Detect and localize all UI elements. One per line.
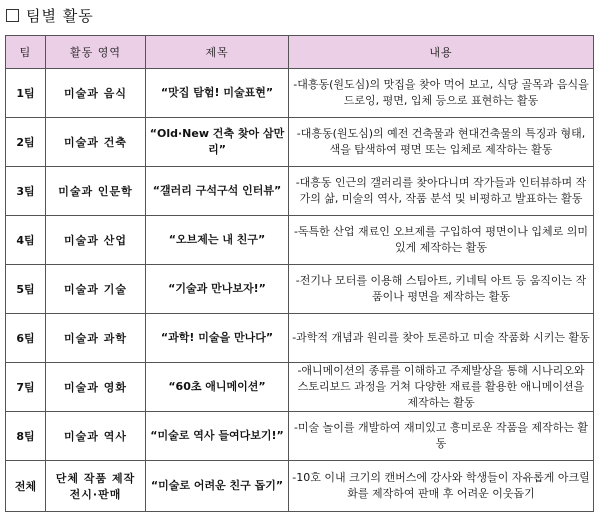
area-cell: 미술과 역사 xyxy=(46,412,146,461)
team-cell: 7팀 xyxy=(6,363,46,412)
section-heading xyxy=(6,3,94,27)
section-title: 팀별 활동 xyxy=(26,6,94,25)
team-cell: 6팀 xyxy=(6,314,46,363)
content-cell: -대흥동(원도심)의 예전 건축물과 현대건축물의 특징과 형태, 색을 탐색하여 평면 또는 입체로 제작하는 활동 xyxy=(289,118,594,167)
header-area: 활동 영역 xyxy=(46,36,146,69)
title-cell: “기술과 만나보자!” xyxy=(146,265,289,314)
area-cell: 미술과 음식 xyxy=(46,69,146,118)
team-cell: 4팀 xyxy=(6,216,46,265)
title-cell: “60초 애니메이션” xyxy=(146,363,289,412)
header-content: 내용 xyxy=(289,36,594,69)
header-team: 팀 xyxy=(6,36,46,69)
content-cell: -독특한 산업 재료인 오브제를 구입하여 평면이나 입체로 의미 있게 제작하는 활동 xyxy=(289,216,594,265)
table-row xyxy=(6,69,594,118)
table-row xyxy=(6,167,594,216)
area-cell: 미술과 과학 xyxy=(46,314,146,363)
title-cell: “과학! 미술을 만나다” xyxy=(146,314,289,363)
content-cell: -전기나 모터를 이용해 스팀아트, 키네틱 아트 등 움직이는 작품이나 평면을 제작하는 활동 xyxy=(289,265,594,314)
table-header-row xyxy=(6,36,594,69)
table-row xyxy=(6,412,594,461)
team-cell: 2팀 xyxy=(6,118,46,167)
content-cell: -대흥동(원도심)의 맛집을 찾아 먹어 보고, 식당 골목과 음식을 드로잉, 평면, 입체 등으로 표현하는 활동 xyxy=(289,69,594,118)
table-row xyxy=(6,118,594,167)
table-row xyxy=(6,314,594,363)
header-title: 제목 xyxy=(146,36,289,69)
area-cell: 미술과 영화 xyxy=(46,363,146,412)
content-cell: -대흥동 인근의 갤러리를 찾아다니며 작가들과 인터뷰하며 작가의 삶, 미술의 역사, 작품 분석 및 비평하고 발표하는 활동 xyxy=(289,167,594,216)
team-cell: 3팀 xyxy=(6,167,46,216)
title-cell: “미술로 어려운 친구 돕기” xyxy=(146,461,289,512)
area-cell: 미술과 기술 xyxy=(46,265,146,314)
title-cell: “맛집 탐험! 미술표현” xyxy=(146,69,289,118)
team-cell: 1팀 xyxy=(6,69,46,118)
content-cell: -미술 놀이를 개발하여 재미있고 흥미로운 작품을 제작하는 활동 xyxy=(289,412,594,461)
table-row xyxy=(6,265,594,314)
area-cell: 미술과 인문학 xyxy=(46,167,146,216)
area-cell: 단체 작품 제작 전시·판매 xyxy=(46,461,146,512)
title-cell: “갤러리 구석구석 인터뷰” xyxy=(146,167,289,216)
content-cell: -과학적 개념과 원리를 찾아 토론하고 미술 작품화 시키는 활동 xyxy=(289,314,594,363)
team-cell: 8팀 xyxy=(6,412,46,461)
area-cell: 미술과 건축 xyxy=(46,118,146,167)
table-row xyxy=(6,216,594,265)
title-cell: “Old·New 건축 찾아 삼만리” xyxy=(146,118,289,167)
table-row xyxy=(6,461,594,512)
title-cell: “미술로 역사 들여다보기!” xyxy=(146,412,289,461)
checkbox-square-icon xyxy=(6,9,19,22)
area-cell: 미술과 산업 xyxy=(46,216,146,265)
content-cell: -10호 이내 크기의 캔버스에 강사와 학생들이 자유롭게 아크릴화를 제작하여 판매 후 어려운 이웃돕기 xyxy=(289,461,594,512)
team-activity-table xyxy=(5,35,594,512)
content-cell: -애니메이션의 종류를 이해하고 주제발상을 통해 시나리오와 스토리보드 과정을 거쳐 다양한 재료를 활용한 애니메이션을 제작하는 활동 xyxy=(289,363,594,412)
team-cell: 전체 xyxy=(6,461,46,512)
table-row xyxy=(6,363,594,412)
title-cell: “오브제는 내 친구” xyxy=(146,216,289,265)
team-cell: 5팀 xyxy=(6,265,46,314)
